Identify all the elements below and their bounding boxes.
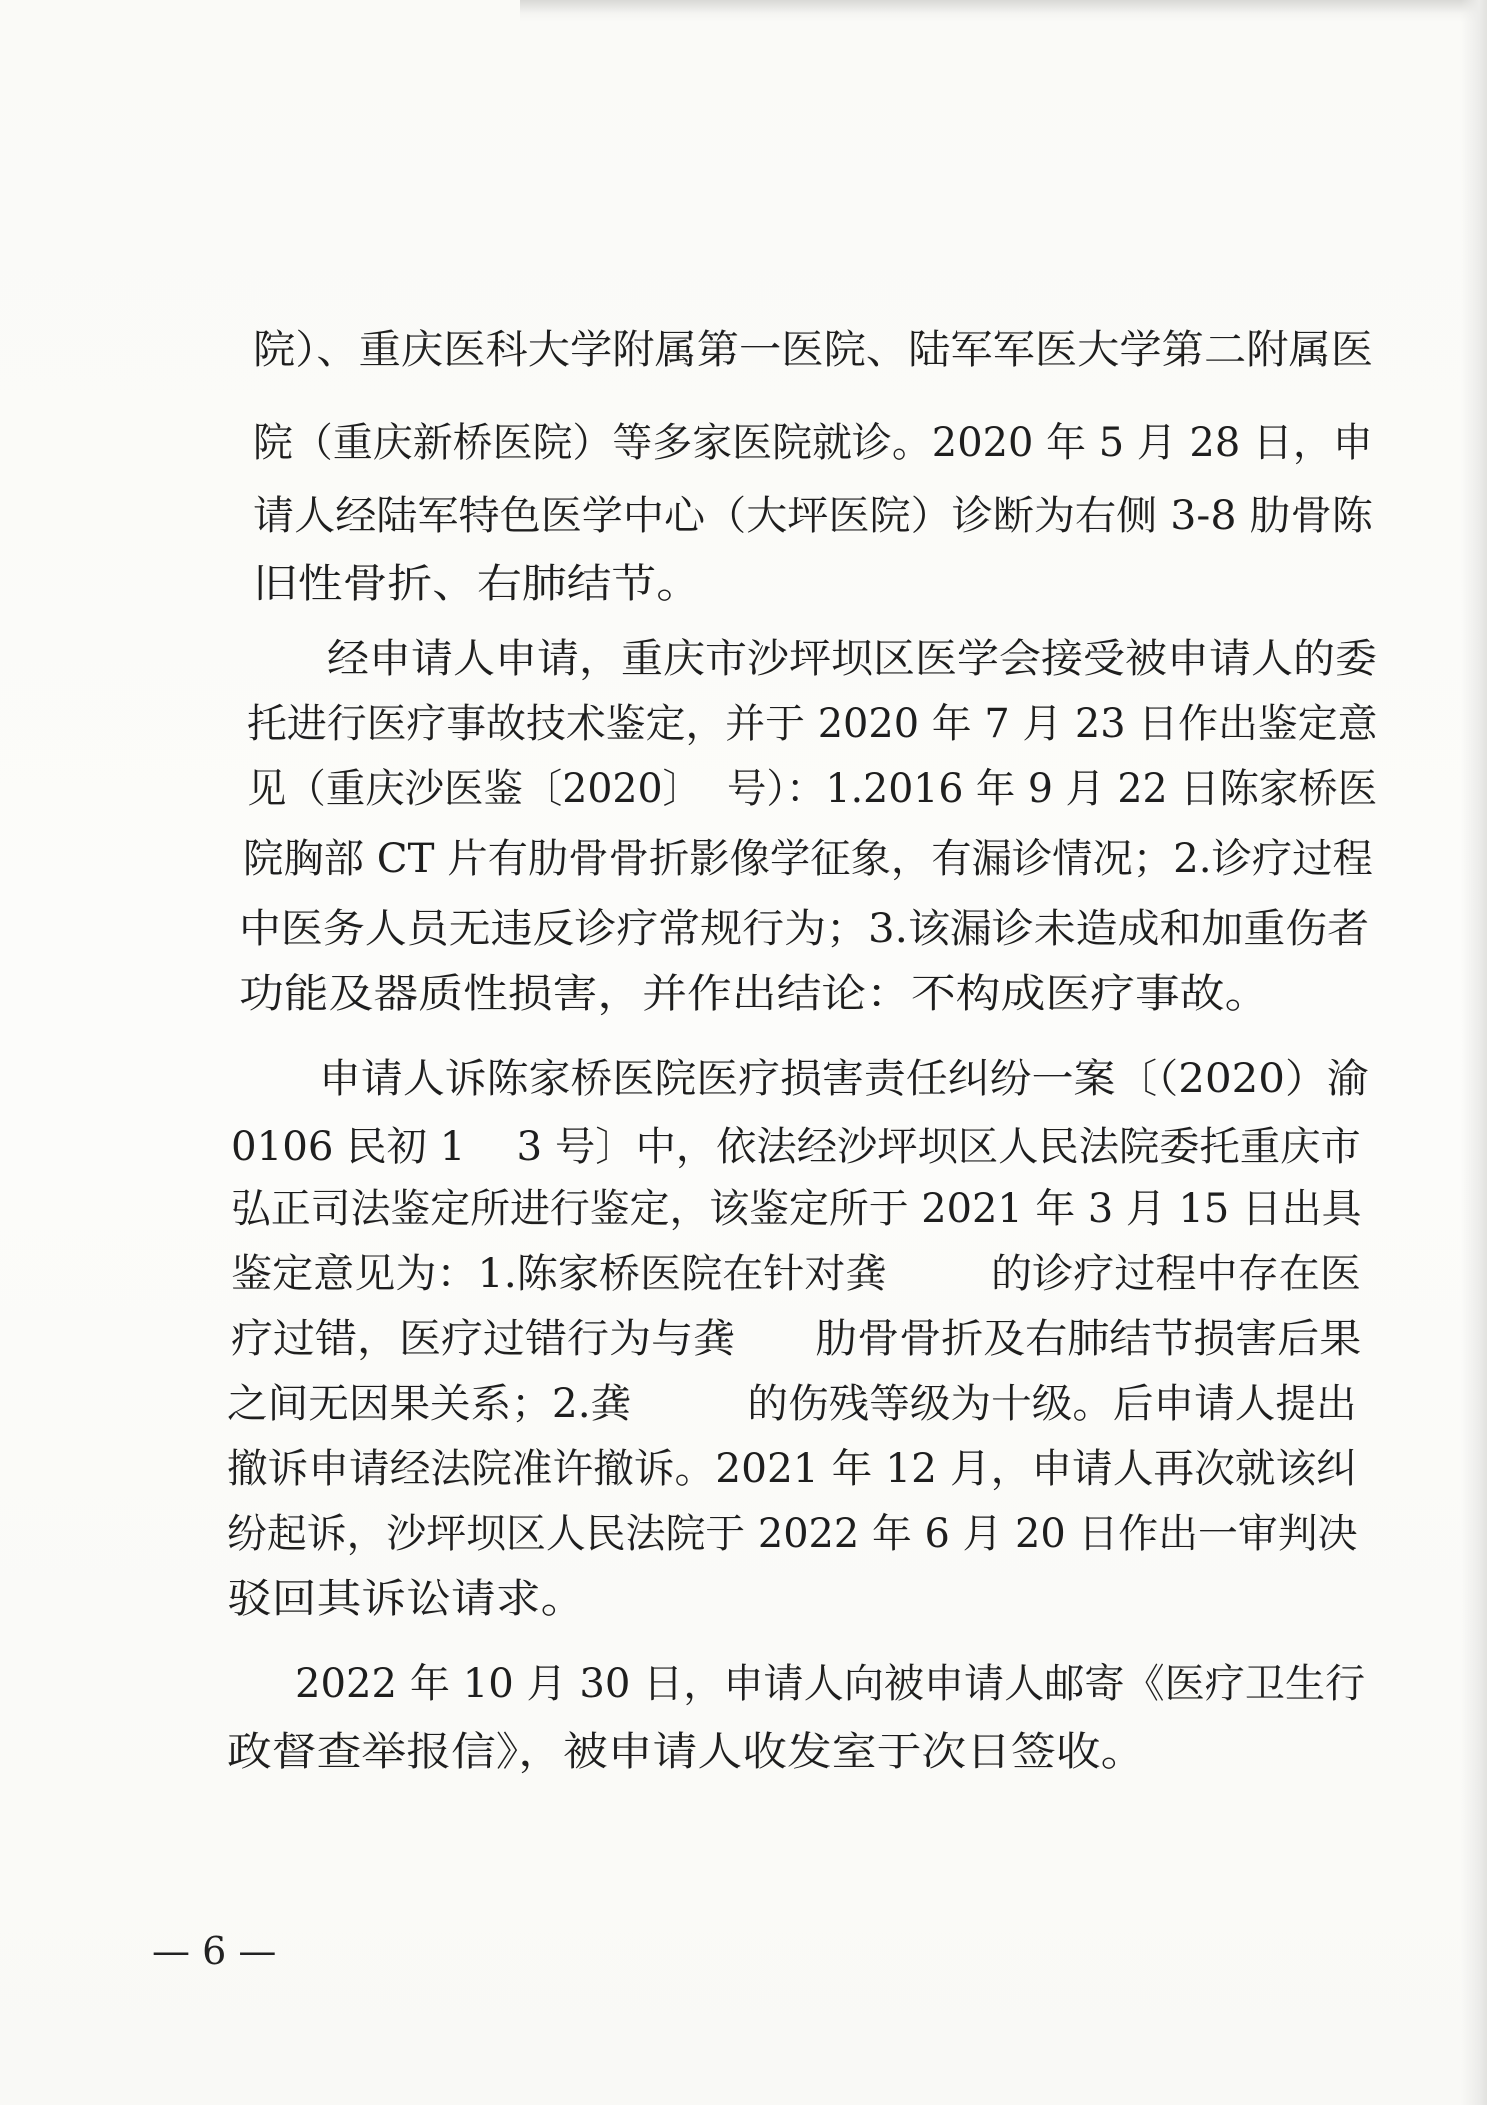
text-line: 请人经陆军特色医学中心（大坪医院）诊断为右侧 3-8 肋骨陈 xyxy=(252,493,1373,539)
text-line: 中医务人员无违反诊疗常规行为；3.该漏诊未造成和加重伤者 xyxy=(238,906,1370,952)
text-line: 驳回其诉讼请求。 xyxy=(226,1576,586,1622)
text-line: 院）、重庆医科大学附属第一医院、陆军军医大学第二附属医 xyxy=(252,327,1373,373)
text-line: 之间无因果关系；2.龚 的伤残等级为十级。后申请人提出 xyxy=(226,1381,1357,1427)
text-line: 弘正司法鉴定所进行鉴定，该鉴定所于 2021 年 3 月 15 日出具 xyxy=(230,1186,1362,1232)
text-line: 托进行医疗事故技术鉴定，并于 2020 年 7 月 23 日作出鉴定意 xyxy=(246,701,1378,747)
text-line: 纷起诉，沙坪坝区人民法院于 2022 年 6 月 20 日作出一审判决 xyxy=(226,1511,1358,1557)
text-line: 政督查举报信》，被申请人收发室于次日签收。 xyxy=(226,1729,1146,1775)
text-line: 旧性骨折、右肺结节。 xyxy=(252,561,701,607)
scan-shadow-right xyxy=(1461,0,1487,2105)
text-line: 申请人诉陈家桥医院医疗损害责任纠纷一案〔（2020）渝 xyxy=(318,1056,1369,1102)
text-line: 0106 民初 1 3 号〕中，依法经沙坪坝区人民法院委托重庆市 xyxy=(230,1124,1361,1170)
text-line: 撤诉申请经法院准许撤诉。2021 年 12 月，申请人再次就该纠 xyxy=(226,1446,1357,1492)
text-line: 疗过错，医疗过错行为与龚 肋骨骨折及右肺结节损害后果 xyxy=(230,1316,1362,1362)
text-line: 见（重庆沙医鉴〔2020〕 号）：1.2016 年 9 月 22 日陈家桥医 xyxy=(246,766,1377,812)
text-line: 院（重庆新桥医院）等多家医院就诊。2020 年 5 月 28 日，申 xyxy=(252,420,1373,466)
text-line: 2022 年 10 月 30 日，申请人向被申请人邮寄《医疗卫生行 xyxy=(294,1661,1366,1707)
text-line: 经申请人申请，重庆市沙坪坝区医学会接受被申请人的委 xyxy=(326,636,1377,682)
text-line: 鉴定意见为：1.陈家桥医院在针对龚 的诊疗过程中存在医 xyxy=(230,1251,1361,1297)
page-number: — 6 — xyxy=(152,1929,277,1973)
text-line: 院胸部 CT 片有肋骨骨折影像学征象，有漏诊情况；2.诊疗过程 xyxy=(242,836,1373,882)
text-line: 功能及器质性损害，并作出结论：不构成医疗事故。 xyxy=(238,971,1270,1017)
scan-shadow-top xyxy=(520,0,1487,22)
